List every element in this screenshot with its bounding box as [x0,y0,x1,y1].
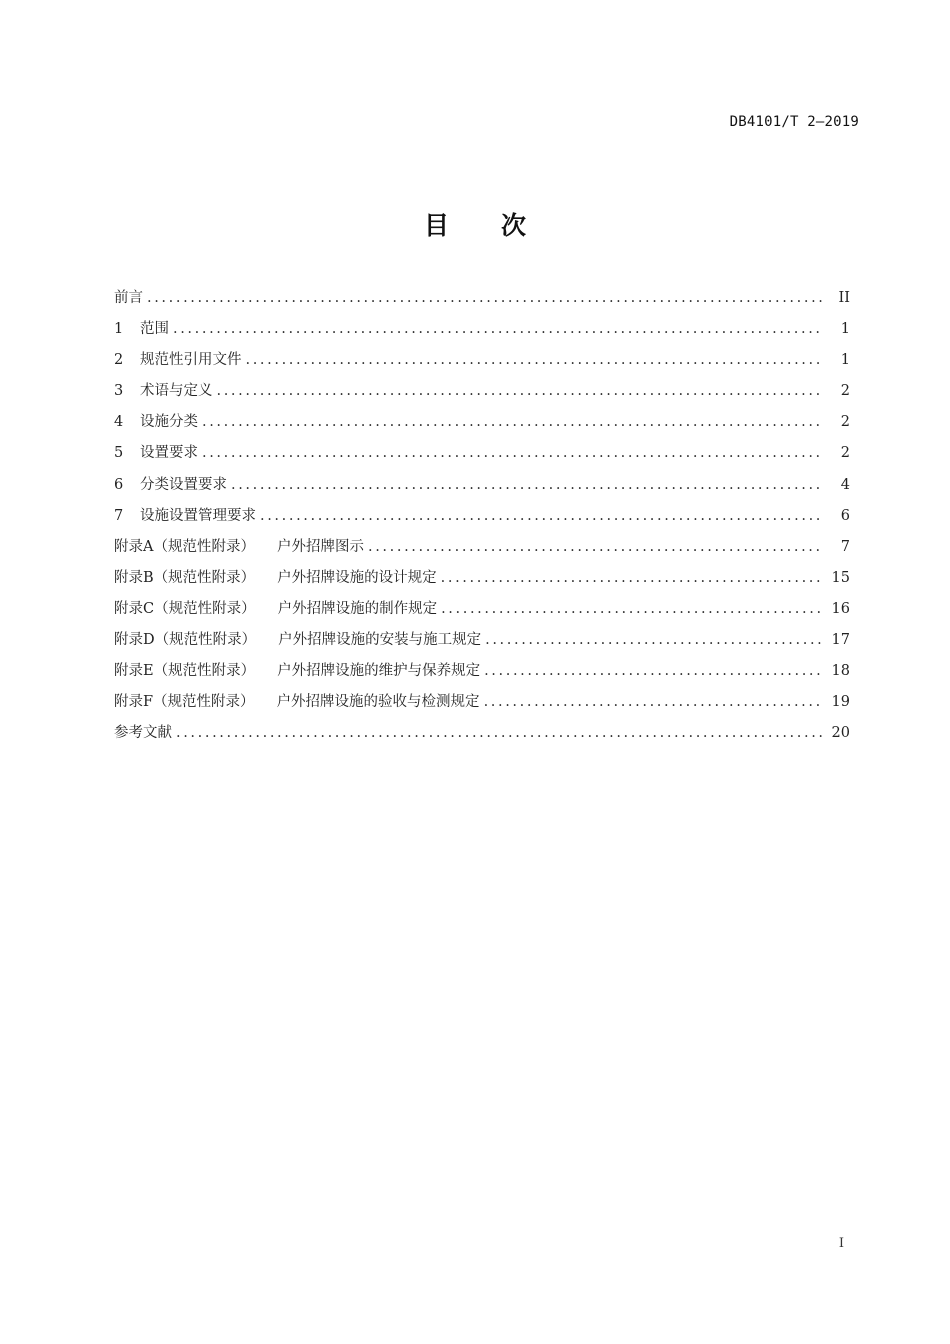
toc-entry-page: 4 [840,476,850,493]
toc-dot-leader [441,563,824,594]
page-number: I [838,1236,844,1251]
toc-entry-page: 20 [831,725,850,742]
toc-dot-leader [173,314,824,345]
toc-dot-leader [484,687,824,718]
toc-entry-page: 2 [840,414,850,431]
toc-entry-label: 范围 [140,321,169,338]
toc-entry-setting-requirements[interactable] [114,438,850,469]
toc-entry-appendix-a[interactable] [114,532,850,563]
toc-entry-appendix-e[interactable] [114,656,850,687]
toc-dot-leader [485,625,823,656]
toc-dot-leader [202,438,824,469]
toc-entry-classified-requirements[interactable] [114,470,850,501]
toc-entry-label: 设施分类 [140,414,198,431]
toc-entry-page: 2 [840,383,850,400]
toc-entry-label: 参考文献 [114,725,172,742]
toc-entry-number: 2 [114,352,124,369]
toc-entry-label: 设置要求 [140,445,198,462]
toc-dot-leader [231,470,824,501]
toc-list [114,283,850,749]
toc-entry-page: 16 [831,600,850,617]
toc-entry-page: II [838,290,850,306]
toc-entry-number: 5 [114,445,124,462]
toc-dot-leader [368,532,824,563]
toc-dot-leader [246,345,825,376]
toc-entry-label: 前言 [114,290,143,306]
toc-entry-appendix-d[interactable] [114,625,850,656]
toc-entry-page: 18 [831,663,850,680]
toc-entry-label: 术语与定义 [140,383,213,400]
title-char-2: 次 [501,211,527,240]
toc-entry-label: 附录A（规范性附录） [114,538,255,555]
toc-entry-subtitle: 户外招牌设施的验收与检测规定 [276,694,480,711]
toc-entry-subtitle: 户外招牌设施的制作规定 [277,600,438,617]
toc-entry-label: 规范性引用文件 [140,352,242,369]
toc-entry-label: 设施设置管理要求 [140,507,256,524]
toc-entry-page: 1 [840,321,850,338]
toc-entry-label: 附录B（规范性附录） [114,569,256,586]
toc-dot-leader [202,407,824,438]
toc-entry-subtitle: 户外招牌设施的安装与施工规定 [278,632,482,649]
toc-dot-leader [484,656,823,687]
toc-entry-scope[interactable] [114,314,850,345]
toc-entry-label: 附录C（规范性附录） [114,600,256,617]
toc-entry-page: 6 [840,507,850,524]
toc-entry-label: 附录E（规范性附录） [114,663,256,680]
toc-entry-label: 分类设置要求 [140,476,227,493]
toc-entry-label: 附录D（规范性附录） [114,632,257,649]
toc-entry-appendix-f[interactable] [114,687,850,718]
toc-dot-leader [260,501,824,532]
toc-entry-page: 17 [831,632,850,649]
toc-entry-number: 7 [114,507,124,524]
toc-entry-subtitle: 户外招牌图示 [276,538,364,555]
toc-dot-leader [147,283,824,314]
toc-entry-page: 19 [831,694,850,711]
toc-entry-terms[interactable] [114,376,850,407]
toc-entry-subtitle: 户外招牌设施的设计规定 [277,569,437,586]
toc-entry-number: 6 [114,476,124,493]
toc-entry-label: 附录F（规范性附录） [114,694,255,711]
toc-entry-page: 7 [840,538,850,555]
toc-entry-page: 2 [840,445,850,462]
toc-entry-normative-references[interactable] [114,345,850,376]
toc-dot-leader [176,718,824,749]
toc-entry-page: 1 [840,352,850,369]
toc-entry-appendix-b[interactable] [114,563,850,594]
toc-entry-bibliography[interactable] [114,718,850,749]
toc-entry-number: 3 [114,383,124,400]
toc-entry-number: 4 [114,414,124,431]
toc-dot-leader [217,376,825,407]
toc-entry-subtitle: 户外招牌设施的维护与保养规定 [277,663,481,680]
toc-entry-number: 1 [114,321,124,338]
page-title [0,206,950,242]
title-char-1: 目 [423,211,449,240]
toc-entry-page: 15 [831,569,850,586]
toc-entry-classification[interactable] [114,407,850,438]
toc-entry-foreword[interactable] [114,283,850,314]
toc-dot-leader [441,594,823,625]
toc-entry-appendix-c[interactable] [114,594,850,625]
toc-entry-management-requirements[interactable] [114,501,850,532]
document-code: DB4101/T 2—2019 [729,114,859,130]
